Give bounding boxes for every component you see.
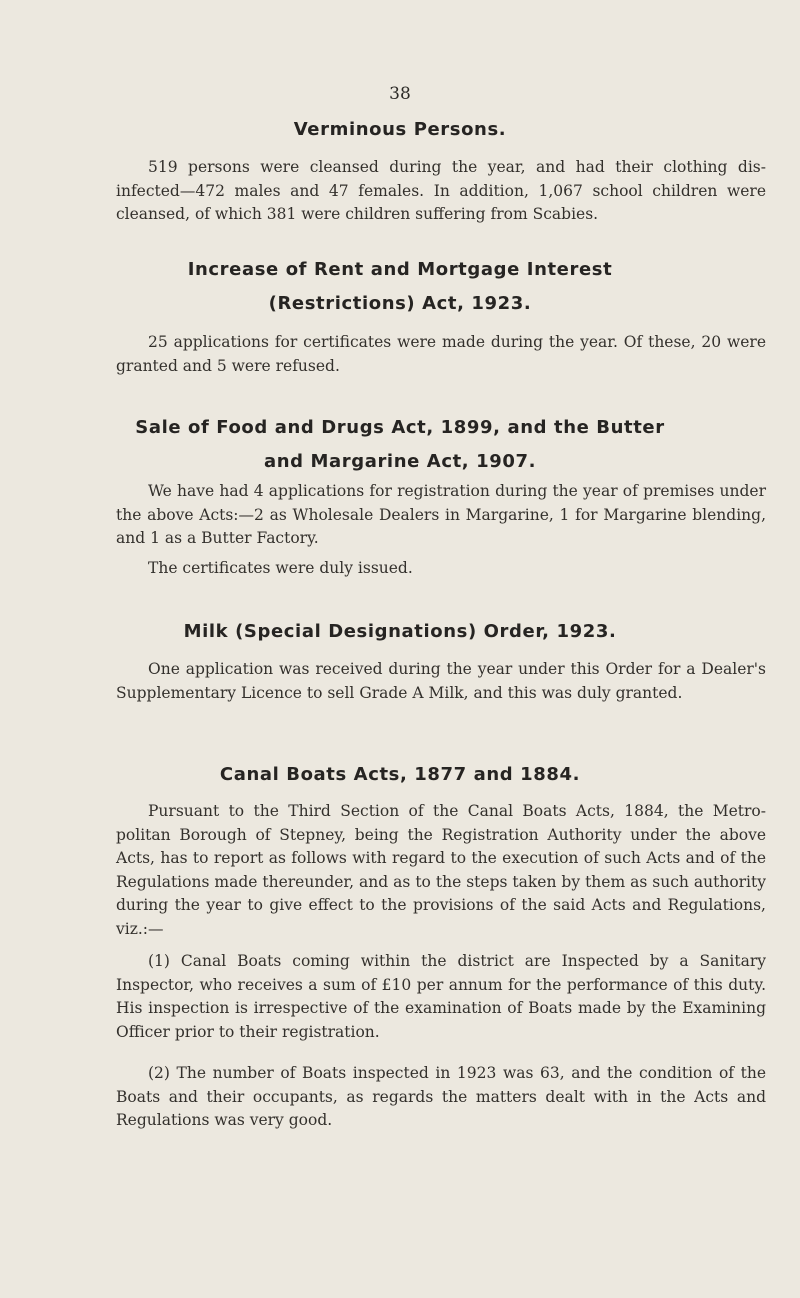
- heading-milk: Milk (Special Designations) Order, 1923.: [183, 621, 617, 642]
- heading-food-line1: Sale of Food and Drugs Act, 1899, and the Butter: [135, 417, 665, 438]
- page-number: 38: [389, 84, 411, 104]
- paragraph-milk: One application was received during the year under this Order for a Dealer's Supplementary Licence to sell Grade A Milk, and this was duly granted.: [116, 660, 766, 702]
- heading-verminous-persons: Verminous Persons.: [293, 119, 507, 140]
- heading-rent-line2: (Restrictions) Act, 1923.: [268, 293, 532, 314]
- paragraph-food-2: The certificates were duly issued.: [148, 559, 413, 577]
- heading-canal-boats: Canal Boats Acts, 1877 and 1884.: [219, 764, 581, 785]
- paragraph-canal-1: Pursuant to the Third Section of the Canal Boats Acts, 1884, the Metro-politan Borough of Stepney, being the Registration Authority under the above Acts, has to report as follows with regard to the execution of such Acts and of the Regulations made thereunder, and as to the steps taken by them as such authority during the year to give effect to the provisions of the said Acts and Regulations, viz.:—: [116, 802, 766, 938]
- paragraph-canal-3: (2) The number of Boats inspected in 1923 was 63, and the condition of the Boats and their occupants, as regards the matters dealt with in the Acts and Regulations was very good.: [116, 1064, 766, 1129]
- heading-rent-line1: Increase of Rent and Mortgage Interest: [187, 259, 613, 280]
- paragraph-food-1: We have had 4 applications for registration during the year of premises under the above Acts:—2 as Wholesale Dealers in Margarine, 1 for Margarine blending, and 1 as a Butter Factory.: [116, 482, 766, 547]
- paragraph-verminous: 519 persons were cleansed during the year, and had their clothing dis-infected—472 males and 47 females. In addition, 1,067 school children were cleansed, of which 381 were children suffering from Scabies.: [116, 158, 766, 223]
- heading-food-line2: and Margarine Act, 1907.: [263, 451, 537, 472]
- paragraph-rent: 25 applications for certificates were made during the year. Of these, 20 were granted and 5 were refused.: [116, 333, 766, 375]
- paragraph-canal-2: (1) Canal Boats coming within the district are Inspected by a Sanitary Inspector, who receives a sum of £10 per annum for the performance of this duty. His inspection is irrespective of the examination of Boats made by the Examining Officer prior to their registration.: [116, 952, 766, 1041]
